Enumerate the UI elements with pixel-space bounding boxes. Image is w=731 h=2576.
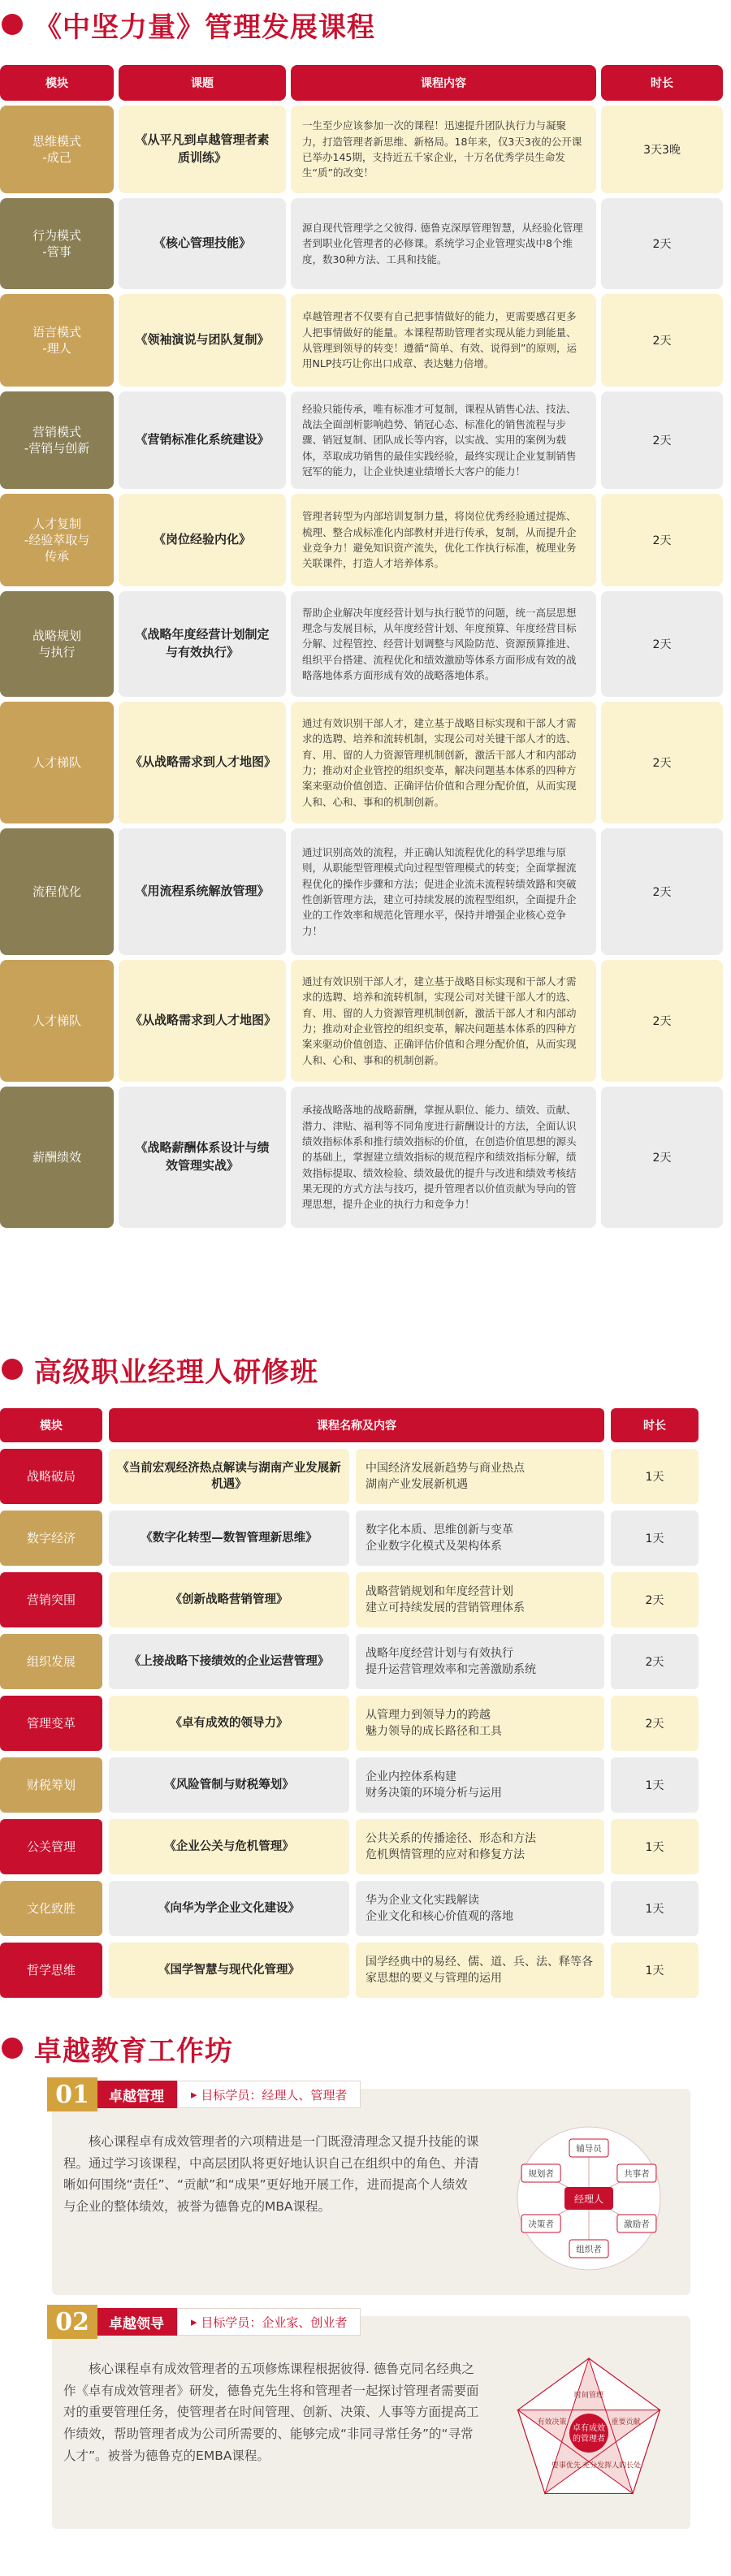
section-title-text: 卓越教育工作坊 — [34, 2034, 233, 2068]
module-cell: 战略规划 与执行 — [0, 591, 114, 697]
course-pair — [109, 1757, 604, 1813]
header-duration: 时长 — [611, 1408, 699, 1442]
workshop-card-1 — [52, 2080, 690, 2295]
course-pair — [109, 1819, 604, 1874]
course-name-cell: 《向华为学企业文化建设》 — [109, 1881, 349, 1936]
duration-cell: 2天 — [601, 294, 723, 387]
table-row — [0, 391, 731, 489]
content-cell: 通过有效识别干部人才，建立基于战略目标实现和干部人才需求的选聘、培养和流转机制，实现公司对关键干部人才的选、育、用、留的人力资源管理机制创新，激活干部人才和内部动力；推动对企业管控的组织变革，解决问题基本体系的四种方案来驱动价值创造、正确评估价值和合理分配价值，从而实现人和、心和、事和的机制创新。 — [291, 960, 596, 1082]
course-name-cell: 《企业公关与危机管理》 — [109, 1819, 349, 1874]
content-cell: 帮助企业解决年度经营计划与执行脱节的问题，统一高层思想理念与发展目标，从年度经营计划、年度预算、年度经营目标分解、过程管控、经营计划调整与风险防范、资源预算推进、组织平台搭建、流程优化和绩效激励等体系方面形成有效的战略落地体系方面形成有效的战略落地体系。 — [291, 591, 596, 697]
card-text: 核心课程卓有成效管理者的六项精进是一门既澄清理念又提升技能的课程。通过学习该课程，中高层团队将更好地认识自己在组织中的角色、并清晰如何围绕“责任”、“贡献”和“成果”更好地开展工作，进而提高个人绩效与企业的整体绩效，被誉为德鲁克的MBA课程。 — [63, 2134, 479, 2214]
duration-cell: 1天 — [611, 1449, 699, 1504]
content-cell: 一生至少应该参加一次的课程！迅速提升团队执行力与凝聚力，打造管理者新思维、新格局。18年来，仅3天3夜的公开课已举办145期，支持近五千家企业，十万名优秀学员生命发生“质”的改变！ — [291, 106, 596, 193]
diagram-node-label: 充分发挥人的长处 — [582, 2461, 642, 2470]
table-row — [0, 1634, 731, 1689]
card-number: 01 — [47, 2077, 97, 2111]
manager-roles-diagram — [495, 2121, 682, 2276]
course-desc-cell: 国学经典中的易经、儒、道、兵、法、释等各家思想的要义与管理的运用 — [356, 1943, 604, 1998]
card-badge — [47, 2306, 361, 2337]
content-cell: 源自现代管理学之父彼得. 德鲁克深厚管理智慧，从经验化管理者到职业化管理者的必修课。系统学习企业管理实战中8个维度，数30种方法、工具和技能。 — [291, 198, 596, 289]
diagram-center — [569, 2414, 608, 2453]
table-row — [0, 591, 731, 697]
header-course: 课题 — [119, 65, 286, 101]
table-row — [0, 1572, 731, 1627]
table-row — [0, 1696, 731, 1751]
course-desc-cell: 企业内控体系构建 财务决策的环境分析与运用 — [356, 1757, 604, 1813]
duration-cell: 2天 — [601, 828, 723, 955]
course-table-1 — [0, 65, 731, 1233]
table-row — [0, 1449, 731, 1504]
table-header — [0, 1408, 731, 1442]
module-cell: 人才梯队 — [0, 702, 114, 823]
duration-cell: 2天 — [601, 591, 723, 697]
course-name-cell: 《卓有成效的领导力》 — [109, 1696, 349, 1751]
table-row — [0, 106, 731, 193]
course-name-cell: 《创新战略营销管理》 — [109, 1572, 349, 1627]
table-row — [0, 1511, 731, 1566]
course-cell: 《战略薪酬体系设计与绩效管理实战》 — [119, 1087, 286, 1228]
module-cell: 哲学思维 — [0, 1943, 102, 1998]
module-cell: 营销模式 -营销与创新 — [0, 391, 114, 489]
card-badge — [47, 2079, 361, 2110]
course-desc-cell: 数字化本质、思维创新与变革 企业数字化模式及架构体系 — [356, 1511, 604, 1566]
table-row — [0, 198, 731, 289]
course-name-cell: 《风险管制与财税筹划》 — [109, 1757, 349, 1813]
bullet-icon — [2, 2038, 23, 2059]
course-cell: 《领袖演说与团队复制》 — [119, 294, 286, 387]
course-pair — [109, 1943, 604, 1998]
table-row — [0, 1881, 731, 1936]
course-name-cell: 《上接战略下接绩效的企业运营管理》 — [109, 1634, 349, 1689]
table-row — [0, 494, 731, 586]
diagram-center-label: 卓有成效 — [573, 2424, 605, 2433]
duration-cell: 1天 — [611, 1881, 699, 1936]
diagram-node-label: 激励者 — [624, 2219, 650, 2229]
card-name: 卓越领导 — [97, 2308, 177, 2336]
course-cell: 《用流程系统解放管理》 — [119, 828, 286, 955]
duration-cell: 2天 — [601, 702, 723, 823]
diagram-center-label: 的管理者 — [573, 2435, 605, 2444]
card-name: 卓越管理 — [97, 2081, 177, 2108]
content-cell: 卓越管理者不仅要有自己把事情做好的能力，更需要感召更多人把事情做好的能量。本课程帮助管理者实现从能力到能量、从管理到领导的转变！遵循“简单、有效、说得到”的原则，运用NLP技巧让你出口成章、表达魅力倍增。 — [291, 294, 596, 387]
module-cell: 语言模式 -理人 — [0, 294, 114, 387]
duration-cell: 2天 — [601, 960, 723, 1082]
section-2 — [0, 1353, 731, 2004]
module-cell: 薪酬绩效 — [0, 1087, 114, 1228]
course-table-2 — [0, 1408, 731, 1998]
table-row — [0, 1087, 731, 1228]
course-desc-cell: 战略营销规划和年度经营计划 建立可持续发展的营销管理体系 — [356, 1572, 604, 1627]
duration-cell: 1天 — [611, 1757, 699, 1813]
duration-cell: 1天 — [611, 1819, 699, 1874]
header-content: 课程内容 — [291, 65, 596, 101]
diagram-node-label: 要事优先 — [551, 2461, 581, 2470]
content-cell: 通过有效识别干部人才，建立基于战略目标实现和干部人才需求的选聘、培养和流转机制，实现公司对关键干部人才的选、育、用、留的人力资源管理机制创新，激活干部人才和内部动力；推动对企业管控的组织变革，解决问题基本体系的四种方案来驱动价值创造、正确评估价值和合理分配价值，从而实现人和、心和、事和的机制创新。 — [291, 702, 596, 823]
course-pair — [109, 1449, 604, 1504]
duration-cell: 2天 — [601, 494, 723, 586]
module-cell: 流程优化 — [0, 828, 114, 955]
section-title-3 — [0, 2032, 731, 2068]
table-row — [0, 828, 731, 955]
diagram-node-label: 重要贡献 — [611, 2418, 641, 2427]
card-target-text: 目标学员：经理人、管理者 — [201, 2087, 348, 2103]
module-cell: 人才复制 -经验萃取与 传承 — [0, 494, 114, 586]
duration-cell: 3天3晚 — [601, 106, 723, 193]
duration-cell: 2天 — [611, 1634, 699, 1689]
module-cell: 营销突围 — [0, 1572, 102, 1627]
course-desc-cell: 华为企业文化实践解读 企业文化和核心价值观的落地 — [356, 1881, 604, 1936]
course-pair — [109, 1511, 604, 1566]
diagram-node-label: 辅导员 — [576, 2144, 602, 2154]
section-3 — [0, 2032, 731, 2529]
table-header — [0, 65, 731, 101]
module-cell: 公关管理 — [0, 1819, 102, 1874]
table-row — [0, 294, 731, 387]
section-title-1 — [0, 8, 375, 44]
table-row — [0, 1819, 731, 1874]
course-cell: 《战略年度经营计划制定与有效执行》 — [119, 591, 286, 697]
course-desc-cell: 从管理力到领导力的跨越 魅力领导的成长路径和工具 — [356, 1696, 604, 1751]
header-name: 课程名称及内容 — [109, 1408, 604, 1442]
duration-cell: 2天 — [611, 1696, 699, 1751]
bullet-icon — [2, 1359, 23, 1380]
table-row — [0, 960, 731, 1082]
section-title-text: 《中坚力量》管理发展课程 — [34, 11, 375, 44]
course-cell: 《核心管理技能》 — [119, 198, 286, 289]
section-title-text: 高级职业经理人研修班 — [34, 1355, 318, 1389]
card-text: 核心课程卓有成效管理者的五项修炼课程根据彼得. 德鲁克同名经典之作《卓有成效管理者》研发，德鲁克先生将和管理者一起探讨管理者需要面对的重要管理任务，使管理者在时间管理、创新、决策、人事等方面提高工作绩效，帮助管理者成为公司所需要的、能够完成“非同寻常任务”的“寻常人才”。被誉为德鲁克的EMBA课程。 — [63, 2362, 479, 2463]
module-cell: 思维模式 -成己 — [0, 106, 114, 193]
course-cell: 《从战略需求到人才地图》 — [119, 702, 286, 823]
course-cell: 《从战略需求到人才地图》 — [119, 960, 286, 1082]
card-target: ▸ 目标学员：经理人、管理者 — [177, 2081, 361, 2108]
diagram-node-label: 规划者 — [528, 2169, 554, 2179]
module-cell: 数字经济 — [0, 1511, 102, 1566]
duration-cell: 2天 — [611, 1572, 699, 1627]
course-pair — [109, 1634, 604, 1689]
module-cell: 人才梯队 — [0, 960, 114, 1082]
course-pair — [109, 1696, 604, 1751]
content-cell: 承接战略落地的战略薪酬，掌握从职位、能力、绩效、贡献、潜力、津贴、福利等不同角度进行薪酬设计的方法，全面认识绩效指标体系和推行绩效指标的价值，在创造价值思想的源头的基础上，掌握建立绩效指标的规范程序和绩效指标分解，绩效指标提取、绩效检验、绩效最优的提升与改进和绩效考核结果无现的方式方法与技巧，提升管理者以价值贡献为导向的管理思想，提升企业的执行力和竞争力！ — [291, 1087, 596, 1228]
header-module: 模块 — [0, 1408, 102, 1442]
content-cell: 经验只能传承，唯有标准才可复制，课程从销售心法、技法、战法全面剖析影响趋势、销冠心态、标准化的销售流程与步骤、销冠复制、团队成长等内容，以实战、实用的案例为载体，萃取成功销售的最佳实践经验，最终实现让企业复制销售冠军的能力，让企业快速业绩增长大客户的能力！ — [291, 391, 596, 489]
diagram-node-label: 组织者 — [576, 2245, 602, 2254]
content-cell: 通过识别高效的流程，并正确认知流程优化的科学思维与原则，从职能型管理模式向过程型管理模式的转变；全面掌握流程优化的操作步骤和方法；促进企业流未流程转绩效路和突破性创新管理方法，建立可持续发展的流程型组织，全面提升企业的工作效率和规范化管理水平，保持并增强企业核心竞争力！ — [291, 828, 596, 955]
table-row — [0, 702, 731, 823]
diagram-node-label: 决策者 — [528, 2219, 554, 2229]
diagram-node-label: 共事者 — [624, 2169, 650, 2179]
module-cell: 管理变革 — [0, 1696, 102, 1751]
card-target: ▸ 目标学员：企业家、创业者 — [177, 2308, 361, 2336]
duration-cell: 2天 — [601, 198, 723, 289]
course-pair — [109, 1572, 604, 1627]
duration-cell: 1天 — [611, 1511, 699, 1566]
course-name-cell: 《数字化转型—数智管理新思维》 — [109, 1511, 349, 1566]
diagram-center-label: 经理人 — [573, 2193, 604, 2205]
module-cell: 财税筹划 — [0, 1757, 102, 1813]
card-number: 02 — [47, 2305, 97, 2339]
course-pair — [109, 1881, 604, 1936]
course-cell: 《营销标准化系统建设》 — [119, 391, 286, 489]
course-name-cell: 《国学智慧与现代化管理》 — [109, 1943, 349, 1998]
diagram-node-label: 时间管理 — [573, 2392, 604, 2401]
module-cell: 行为模式 -管事 — [0, 198, 114, 289]
module-cell: 组织发展 — [0, 1634, 102, 1689]
effective-manager-diagram — [495, 2349, 682, 2511]
bullet-icon — [2, 14, 23, 35]
header-duration: 时长 — [601, 65, 723, 101]
course-desc-cell: 战略年度经营计划与有效执行 提升运营管理效率和完善激励系统 — [356, 1634, 604, 1689]
header-module: 模块 — [0, 65, 114, 101]
course-cell: 《岗位经验内化》 — [119, 494, 286, 586]
duration-cell: 1天 — [611, 1943, 699, 1998]
card-target-text: 目标学员：企业家、创业者 — [201, 2315, 348, 2330]
course-name-cell: 《当前宏观经济热点解读与湖南产业发展新机遇》 — [109, 1449, 349, 1504]
module-cell: 文化致胜 — [0, 1881, 102, 1936]
course-desc-cell: 中国经济发展新趋势与商业热点 湖南产业发展新机遇 — [356, 1449, 604, 1504]
duration-cell: 2天 — [601, 391, 723, 489]
content-cell: 管理者转型为内部培训复制力量，将岗位优秀经验通过提炼、梳理、整合成标准化内部教材并进行传承，复制，从而提升企业竞争力！避免知识资产流失，优化工作执行标准，梳理业务关联课件，打造人才培养体系。 — [291, 494, 596, 586]
course-cell: 《从平凡到卓越管理者素质训练》 — [119, 106, 286, 193]
duration-cell: 2天 — [601, 1087, 723, 1228]
workshop-card-2 — [52, 2307, 690, 2529]
table-row — [0, 1943, 731, 1998]
module-cell: 战略破局 — [0, 1449, 102, 1504]
course-desc-cell: 公共关系的传播途径、形态和方法 危机舆情管理的应对和修复方法 — [356, 1819, 604, 1874]
diagram-node-label: 有效决策 — [537, 2418, 567, 2427]
table-row — [0, 1757, 731, 1813]
section-title-2 — [0, 1353, 731, 1389]
